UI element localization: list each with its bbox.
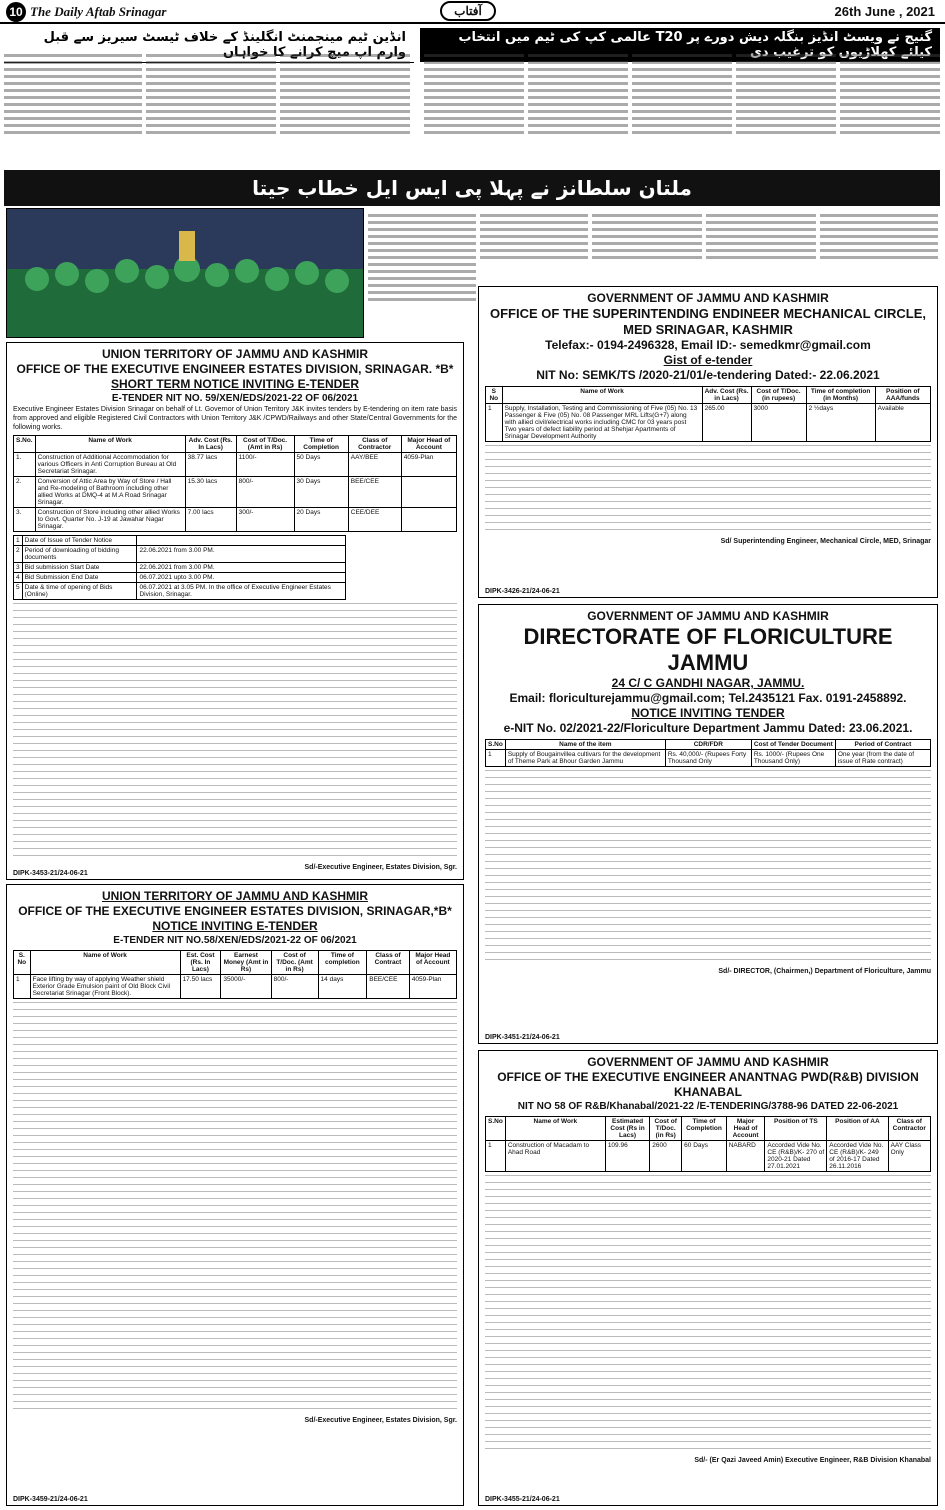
cell: 1 xyxy=(14,536,23,546)
terms-text-block xyxy=(13,603,457,860)
urdu-headline-right: گنیج نے ویسٹ انڈیز بنگلہ دیش دورے پر T20 عالمی کپ کی ٹیم میں انتخاب کیلئے کھلاڑیوں کو ترغیب دی xyxy=(420,28,940,62)
cell: CEE/DEE xyxy=(348,508,401,532)
notice-heading: NOTICE INVITING TENDER xyxy=(631,706,785,720)
cell: 1 xyxy=(486,750,506,767)
col-header: Time of completion xyxy=(318,951,367,975)
urdu-banner-headline: ملتان سلطانز نے پہلا پی ایس ایل خطاب جیتا xyxy=(4,170,940,206)
cell: Conversion of Attic Area by Way of Store / Hall and Re-modeling of Bathroom including other allied Works at DMQ-4 at M.A Road Srinagar Srinagar. xyxy=(35,477,185,508)
notice-office: OFFICE OF THE EXECUTIVE ENGINEER ESTATES DIVISION, SRINAGAR. *B* xyxy=(16,362,454,376)
tender-notice-mechanical-circle xyxy=(478,286,938,598)
urdu-column xyxy=(592,210,702,284)
works-table xyxy=(13,950,457,999)
notice-title: GOVERNMENT OF JAMMU AND KASHMIR xyxy=(587,609,829,623)
col-header: S. No xyxy=(14,951,31,975)
cell xyxy=(137,536,346,546)
cell: 1 xyxy=(486,1141,506,1172)
notice-title: GOVERNMENT OF JAMMU AND KASHMIR xyxy=(587,1055,829,1069)
cell: 15.30 lacs xyxy=(185,477,236,508)
cell: 2600 xyxy=(650,1141,682,1172)
cell: 60 Days xyxy=(682,1141,727,1172)
col-header: Major Head of Account xyxy=(401,436,456,453)
notice-heading: SHORT TERM NOTICE INVITING E-TENDER xyxy=(110,377,359,391)
cell: 2. xyxy=(14,477,36,508)
page-number: 10 xyxy=(6,2,26,22)
notice-heading: Gist of e-tender xyxy=(663,353,753,367)
page-header xyxy=(0,0,945,24)
cell: Date & time of opening of Bids (Online) xyxy=(22,583,137,600)
cell: 1100/- xyxy=(236,453,294,477)
cell xyxy=(401,477,456,508)
col-header: Time of Completion xyxy=(294,436,348,453)
dipk-number: DIPK-3453-21/24-06-21 xyxy=(13,870,88,877)
cell: 22.06.2021 from 3.00 PM. xyxy=(137,546,346,563)
cell: BEE/CEE xyxy=(348,477,401,508)
table-row xyxy=(14,975,457,999)
cell: Available xyxy=(875,404,930,442)
urdu-column xyxy=(480,210,588,284)
col-header: Time of Completion xyxy=(682,1117,727,1141)
cell: 22.06.2021 from 3.00 PM. xyxy=(137,563,346,573)
cell: 5 xyxy=(14,583,23,600)
items-table xyxy=(485,739,931,767)
col-header: Adv. Cost (Rs. in Lacs) xyxy=(702,387,751,404)
table-header-row xyxy=(486,740,931,750)
notice-title: UNION TERRITORY OF JAMMU AND KASHMIR xyxy=(101,889,368,903)
cell: Accorded Vide No. CE (R&B)/K- 270 of 2020-21 Dated 27.01.2021 xyxy=(765,1141,827,1172)
cell: Supply of Bougainvillea cultivars for the development of Theme Park at Bhour Garden Jammu xyxy=(505,750,665,767)
col-header: Cost of T/Doc. (in rupees) xyxy=(751,387,806,404)
cell: Bid submission Start Date xyxy=(22,563,137,573)
tender-notice-khanabal xyxy=(478,1050,938,1506)
notice-heading: NOTICE INVITING E-TENDER xyxy=(152,919,318,933)
newspaper-name: The Daily Aftab Srinagar xyxy=(30,4,167,19)
office-address: 24 C/ C GANDHI NAGAR, JAMMU. xyxy=(611,676,805,690)
col-header: Cost of Tender Document xyxy=(751,740,835,750)
cell: 14 days xyxy=(318,975,367,999)
col-header: Cost of T/Doc. (in Rs) xyxy=(650,1117,682,1141)
cell: 2 xyxy=(14,546,23,563)
urdu-column xyxy=(840,50,940,166)
cell: 265.00 xyxy=(702,404,751,442)
col-header: Major Head of Account xyxy=(726,1117,765,1141)
cell: 800/- xyxy=(271,975,318,999)
col-header: S No xyxy=(486,387,503,404)
table-header-row xyxy=(486,387,931,404)
cell: 3 xyxy=(14,563,23,573)
col-header: S.No xyxy=(486,740,506,750)
nit-number: NIT No: SEMK/TS /2020-21/01/e-tendering Dated:- 22.06.2021 xyxy=(536,368,880,382)
urdu-column xyxy=(528,50,628,166)
signature-block: Sd/-Executive Engineer, Estates Division, Sgr. xyxy=(304,864,457,871)
col-header: Time of completion (in Months) xyxy=(806,387,875,404)
terms-text-block xyxy=(485,1175,931,1453)
cell: Rs. 40,000/- (Rupees Forty Thousand Only xyxy=(665,750,751,767)
col-header: Adv. Cost (Rs. In Lacs) xyxy=(185,436,236,453)
col-header: Name of Work xyxy=(35,436,185,453)
cell: 1 xyxy=(486,404,503,442)
table-header-row xyxy=(14,436,457,453)
cell: 800/- xyxy=(236,477,294,508)
signature-block: Sd/ Superintending Engineer, Mechanical Circle, MED, Srinagar xyxy=(720,538,931,545)
cell: Construction of Store including other allied Works to Govt. Quarter No. J-19 at Jawahar Nagar Srinagar. xyxy=(35,508,185,532)
cell: 20 Days xyxy=(294,508,348,532)
schedule-table xyxy=(13,535,346,600)
col-header: Class of Contract xyxy=(367,951,410,975)
cell: 1. xyxy=(14,453,36,477)
works-table xyxy=(485,386,931,442)
cell: 30 Days xyxy=(294,477,348,508)
col-header: Cost of T/Doc. (Amt in Rs) xyxy=(271,951,318,975)
cell: 109.96 xyxy=(605,1141,649,1172)
urdu-column xyxy=(368,210,476,338)
cell: 38.77 lacs xyxy=(185,453,236,477)
table-header-row xyxy=(14,951,457,975)
nit-number: E-TENDER NIT NO.58/XEN/EDS/2021-22 OF 06/2021 xyxy=(113,935,357,946)
table-row xyxy=(14,563,346,573)
table-row xyxy=(14,536,346,546)
table-row xyxy=(486,404,931,442)
urdu-column xyxy=(706,210,816,284)
tender-notice-estates-58 xyxy=(6,884,464,1506)
cell: 06.07.2021 upto 3.00 PM. xyxy=(137,573,346,583)
table-row xyxy=(14,583,346,600)
nit-number: e-NIT No. 02/2021-22/Floriculture Department Jammu Dated: 23.06.2021. xyxy=(503,721,913,735)
tender-notice-floriculture xyxy=(478,604,938,1044)
urdu-headline-left: انڈین ٹیم مینجمنٹ انگلینڈ کے خلاف ٹیسٹ سیریز سے قبل وارم اپ میچ کرانے کا خواہاں xyxy=(4,28,414,63)
col-header: Position of AA xyxy=(827,1117,888,1141)
cell: 4 xyxy=(14,573,23,583)
table-row xyxy=(486,1141,931,1172)
notice-title: UNION TERRITORY OF JAMMU AND KASHMIR xyxy=(101,347,368,361)
col-header: Cost of T/Doc. (Amt in Rs) xyxy=(236,436,294,453)
col-header: Major Head of Account xyxy=(409,951,456,975)
col-header: Estimated Cost (Rs in Lacs) xyxy=(605,1117,649,1141)
cell: 7.00 lacs xyxy=(185,508,236,532)
cell: AAY Class Only xyxy=(888,1141,930,1172)
table-row xyxy=(14,573,346,583)
notice-office: OFFICE OF THE SUPERINTENDING ENDINEER MECHANICAL CIRCLE, MED SRINAGAR, KASHMIR xyxy=(489,306,926,337)
notice-title: GOVERNMENT OF JAMMU AND KASHMIR xyxy=(587,291,829,305)
table-row xyxy=(14,453,457,477)
terms-text-block xyxy=(485,445,931,534)
cell: Accorded Vide No. CE (R&B)/K- 249 of 2016-17 Dated 26.11.2016 xyxy=(827,1141,888,1172)
nit-number: NIT NO 58 OF R&B/Khanabal/2021-22 /E-TENDERING/3788-96 DATED 22-06-2021 xyxy=(517,1101,899,1112)
cell: 4059-Plan xyxy=(401,453,456,477)
cell: 3000 xyxy=(751,404,806,442)
col-header: Name of Work xyxy=(505,1117,605,1141)
cell: 50 Days xyxy=(294,453,348,477)
col-header: S.No. xyxy=(14,436,36,453)
notice-office: DIRECTORATE OF FLORICULTURE JAMMU xyxy=(523,624,893,675)
masthead-logo: آفتاب xyxy=(440,1,496,21)
cell: 1 xyxy=(14,975,31,999)
notice-office: OFFICE OF THE EXECUTIVE ENGINEER ANANTNAG PWD(R&B) DIVISION KHANABAL xyxy=(497,1070,919,1099)
table-row xyxy=(14,546,346,563)
col-header: Class of Contractor xyxy=(888,1117,930,1141)
contact-line: Telefax:- 0194-2496328, Email ID:- semedkmr@gmail.com xyxy=(545,338,871,352)
cell: AAY/BEE xyxy=(348,453,401,477)
terms-text-block xyxy=(485,770,931,964)
signature-block: Sd/-Executive Engineer, Estates Division, Sgr. xyxy=(304,1417,457,1424)
table-row xyxy=(14,508,457,532)
cell: 06.07.2021 at 3.05 PM. In the office of Executive Engineer Estates Division, Srinagar. xyxy=(137,583,346,600)
works-table xyxy=(485,1116,931,1172)
dipk-number: DIPK-3426-21/24-06-21 xyxy=(485,588,560,595)
cell: Face lifting by way of applying Weather shield Exterior Grade Emulsion paint of Old Block Civil Secretariat Srinagar (Front Block). xyxy=(30,975,180,999)
cell: Period of downloading of bidding documents xyxy=(22,546,137,563)
signature-block: Sd/- (Er Qazi Javeed Amin) Executive Engineer, R&B Division Khanabal xyxy=(694,1457,931,1464)
contact-line: Email: floriculturejammu@gmail.com; Tel.2435121 Fax. 0191-2458892. xyxy=(509,691,907,705)
urdu-column xyxy=(424,50,524,166)
cell: 17.50 lacs xyxy=(180,975,221,999)
urdu-column xyxy=(736,50,836,166)
cell: Bid Submission End Date xyxy=(22,573,137,583)
cell: Supply, Installation, Testing and Commissioning of Five (05) No. 13 Passenger & Five (05) No. 08 Passenger MRL Lifts(G+7) along with allied civil/electrical works including CMC for 03 years post Two years of defect liability period at Shehjar Apartments of Srinagar Development Authority xyxy=(502,404,702,442)
urdu-news-section xyxy=(4,28,940,168)
cell: Construction of Additional Accommodation for various Officers in Anti Corruption Bureau at Old Secretariat Srinagar. xyxy=(35,453,185,477)
cell: Construction of Macadam to Ahad Road xyxy=(505,1141,605,1172)
cell: 35000/- xyxy=(221,975,271,999)
col-header: Class of Contractor xyxy=(348,436,401,453)
cell: BEE/CEE xyxy=(367,975,410,999)
urdu-column xyxy=(820,210,938,284)
col-header: Earnest Money (Amt in Rs) xyxy=(221,951,271,975)
terms-text-block xyxy=(13,1002,457,1413)
cell: 4059-Plan xyxy=(409,975,456,999)
urdu-column xyxy=(146,50,276,166)
urdu-column xyxy=(280,50,410,166)
cell: 2 ½days xyxy=(806,404,875,442)
dipk-number: DIPK-3455-21/24-06-21 xyxy=(485,1496,560,1503)
col-header: Name of Work xyxy=(30,951,180,975)
col-header: S.No xyxy=(486,1117,506,1141)
notice-office: OFFICE OF THE EXECUTIVE ENGINEER ESTATES DIVISION, SRINAGAR,*B* xyxy=(18,904,452,918)
cell: Rs. 1000/- (Rupees One Thousand Only) xyxy=(751,750,835,767)
col-header: Period of Contract xyxy=(835,740,930,750)
table-row xyxy=(486,750,931,767)
cell: 300/- xyxy=(236,508,294,532)
cell: 3. xyxy=(14,508,36,532)
signature-block: Sd/- DIRECTOR, (Chairmen,) Department of Floriculture, Jammu xyxy=(718,968,931,975)
urdu-column xyxy=(4,50,142,166)
col-header: Position of TS xyxy=(765,1117,827,1141)
table-header-row xyxy=(486,1117,931,1141)
col-header: Name of Work xyxy=(502,387,702,404)
col-header: Name of the item xyxy=(505,740,665,750)
table-row xyxy=(14,477,457,508)
cell xyxy=(401,508,456,532)
issue-date: 26th June , 2021 xyxy=(834,4,935,19)
cell: NABARD xyxy=(726,1141,765,1172)
col-header: Est. Cost (Rs. In Lacs) xyxy=(180,951,221,975)
team-celebration-photo xyxy=(6,208,364,338)
col-header: Position of AAA/funds xyxy=(875,387,930,404)
cell: Date of Issue of Tender Notice xyxy=(22,536,137,546)
dipk-number: DIPK-3451-21/24-06-21 xyxy=(485,1034,560,1041)
dipk-number: DIPK-3459-21/24-06-21 xyxy=(13,1496,88,1503)
cell: One year (from the date of issue of Rate contract) xyxy=(835,750,930,767)
urdu-column xyxy=(632,50,732,166)
notice-intro: Executive Engineer Estates Division Srinagar on behalf of Lt. Governor of Union Territory J&K invites tenders by E-tendering on item rate basis from approved and eligible Registered Civil Contractors with Union Territory J&K /CPWD/Railways and other State/Central Governments for the following works. xyxy=(13,406,457,431)
col-header: CDR/FDR xyxy=(665,740,751,750)
tender-notice-estates-59 xyxy=(6,342,464,880)
nit-number: E-TENDER NIT NO. 59/XEN/EDS/2021-22 OF 06/2021 xyxy=(111,393,359,404)
works-table xyxy=(13,435,457,532)
